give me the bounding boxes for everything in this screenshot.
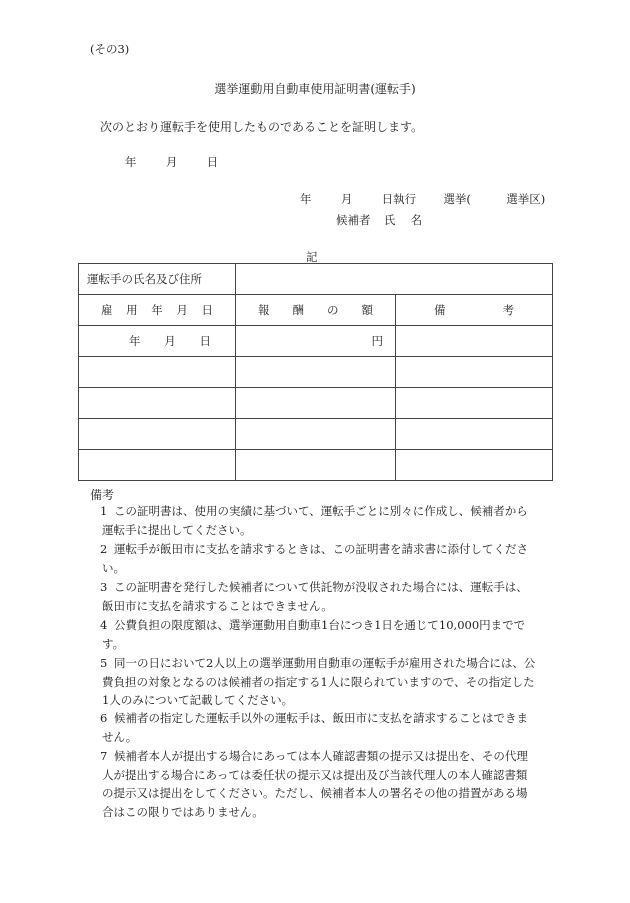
note-number: 2	[100, 542, 108, 556]
header-char: 雇	[101, 303, 113, 317]
note-item-3	[90, 578, 550, 615]
driver-name-address-label: 運転手の氏名及び住所	[79, 264, 236, 295]
note-text: 費負担の対象となるのは候補者の指定する1人に限られていますので、その指定した	[102, 674, 535, 689]
note-item-5	[90, 654, 550, 710]
header-char: 備	[434, 303, 446, 317]
note-text: 運転手に提出してください。	[102, 522, 252, 537]
note-text: 運転手が飯田市に支払を請求するときは、この証明書を請求書に添付してくださ	[114, 542, 528, 556]
employment-date-cell[interactable]	[79, 357, 236, 388]
header-char: 額	[361, 303, 373, 317]
remarks-cell[interactable]	[396, 326, 553, 357]
note-text: 合はこの限りではありません。	[102, 804, 264, 819]
note-text: この証明書は、使用の実績に基づいて、運転手ごとに別々に作成し、候補者から	[114, 504, 528, 518]
candidate-name-label-1: 氏	[383, 213, 396, 227]
note-item-1	[90, 502, 550, 539]
header-char: 酬	[292, 303, 304, 317]
header-char: 月	[176, 303, 188, 317]
note-item-7	[90, 747, 550, 821]
note-number: 3	[100, 580, 108, 594]
compensation-cell[interactable]: 円	[236, 326, 396, 357]
remarks-cell[interactable]	[396, 450, 553, 481]
ki-mark: 記	[306, 250, 318, 264]
compensation-cell[interactable]	[236, 450, 396, 481]
header-char: の	[327, 303, 339, 317]
date-month-char: 月	[164, 334, 176, 348]
remarks-cell[interactable]	[396, 388, 553, 419]
election-month: 月	[340, 192, 353, 206]
page-number: (その3)	[90, 42, 130, 56]
note-text: 飯田市に支払を請求することはできません。	[102, 598, 333, 613]
driver-name-address-field[interactable]	[236, 264, 553, 295]
table-row	[79, 264, 553, 295]
note-text: の提示又は提出をしてください。ただし、候補者本人の署名その他の措置がある場	[102, 786, 528, 800]
employment-date-cell[interactable]	[79, 419, 236, 450]
note-number: 4	[100, 618, 108, 632]
date-year-char: 年	[129, 334, 141, 348]
note-text: 公費負担の限度額は、選挙運動用自動車1台につき1日を通じて10,000円までで	[114, 618, 526, 632]
note-number: 6	[100, 711, 108, 725]
compensation-cell[interactable]	[236, 388, 396, 419]
note-text: 同一の日において2人以上の選挙運動用自動車の運転手が雇用された場合には、公	[114, 656, 536, 670]
remarks-cell[interactable]	[396, 357, 553, 388]
header-char: 用	[126, 303, 138, 317]
note-number: 1	[100, 504, 108, 518]
date-month: 月	[165, 155, 178, 169]
certification-date	[125, 154, 218, 170]
employment-date-cell[interactable]	[79, 326, 236, 357]
note-text: この証明書を発行した候補者について供託物が没収された場合には、運転手は、	[114, 580, 528, 594]
header-char: 報	[258, 303, 270, 317]
date-day-char: 日	[199, 334, 211, 348]
election-district: 選挙区)	[506, 192, 546, 206]
col-remarks-header	[396, 295, 553, 326]
note-number: 7	[100, 749, 108, 763]
table-row	[79, 388, 553, 419]
note-item-6	[90, 709, 550, 746]
note-number: 5	[100, 656, 108, 670]
usage-table	[78, 263, 553, 481]
date-day: 日	[206, 155, 219, 169]
note-text: 人が提出する場合にあっては委任状の提示又は提出及び当該代理人の本人確認書類	[102, 767, 528, 782]
compensation-cell[interactable]	[236, 357, 396, 388]
header-char: 日	[201, 303, 213, 317]
table-row	[79, 357, 553, 388]
election-year: 年	[300, 192, 312, 206]
table-row	[79, 419, 553, 450]
employment-date-cell[interactable]	[79, 450, 236, 481]
note-text: 候補者本人が提出する場合にあっては本人確認書類の提示又は提出を、その代理	[114, 749, 528, 763]
table-row	[79, 450, 553, 481]
election-name: 選挙(	[443, 192, 471, 206]
compensation-cell[interactable]	[236, 419, 396, 450]
header-char: 年	[151, 303, 163, 317]
col-employment-date-header	[79, 295, 236, 326]
note-text: す。	[102, 636, 125, 651]
table-header-row	[79, 295, 553, 326]
page-title: 選挙運動用自動車使用証明書(運転手)	[214, 82, 416, 96]
election-line	[300, 191, 545, 207]
note-item-4	[90, 616, 550, 653]
note-text: い。	[102, 560, 125, 575]
election-day-exec: 日執行	[381, 192, 417, 206]
table-row	[79, 326, 553, 357]
header-char: 考	[502, 303, 514, 317]
note-text: 候補者の指定した運転手以外の運転手は、飯田市に支払を請求することはできま	[114, 711, 528, 725]
candidate-label: 候補者	[336, 213, 371, 227]
note-text: 1人のみについて記載してください。	[102, 693, 294, 707]
employment-date-cell[interactable]	[79, 388, 236, 419]
note-item-2	[90, 540, 550, 577]
candidate-line	[336, 212, 422, 228]
col-compensation-header	[236, 295, 396, 326]
date-year: 年	[125, 155, 137, 169]
notes-title: 備考	[90, 488, 115, 502]
remarks-cell[interactable]	[396, 419, 553, 450]
candidate-name-label-2: 名	[410, 213, 423, 227]
intro-text: 次のとおり運転手を使用したものであることを証明します。	[100, 120, 424, 134]
note-text: せん。	[102, 729, 138, 744]
